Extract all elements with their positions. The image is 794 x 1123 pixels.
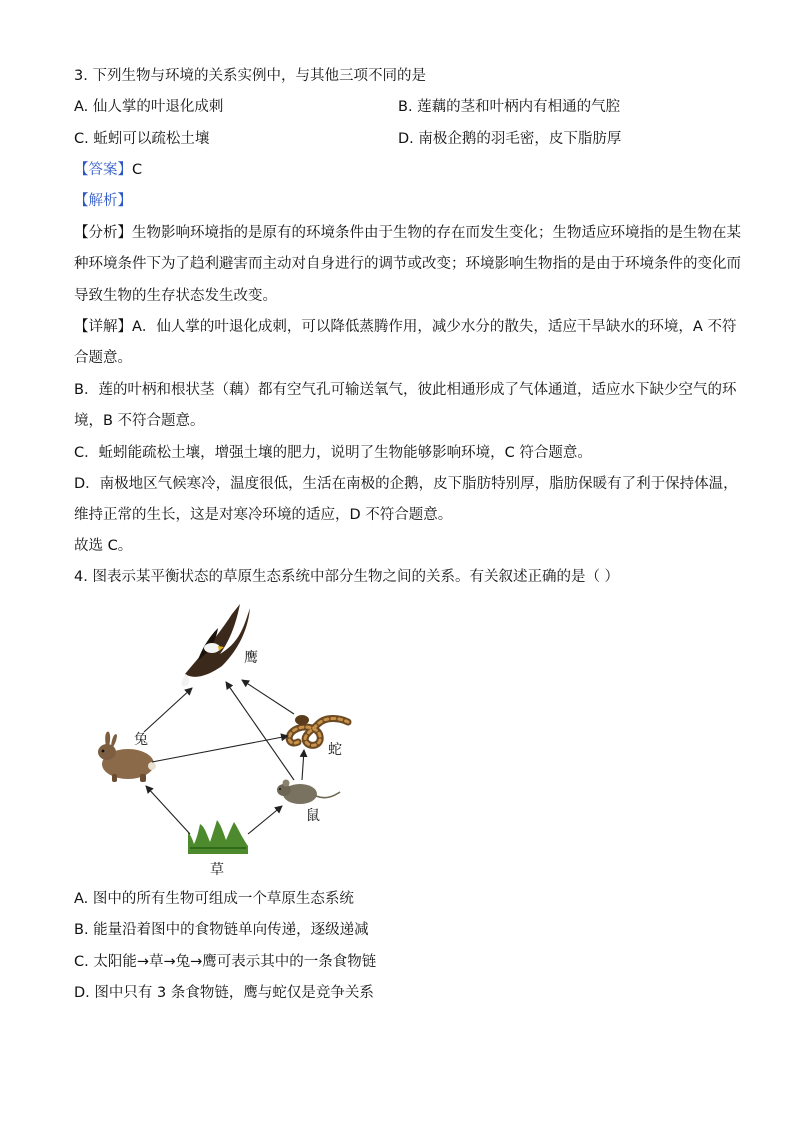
label-grass: 草 [210,862,224,878]
label-mouse: 鼠 [306,808,320,824]
label-snake: 蛇 [328,742,342,758]
q3-detail-line-4: 境，B 不符合题意。 [74,413,205,429]
q3-detail-line-3: B．莲的叶柄和根状茎（藕）都有空气孔可输送氧气，彼此相通形成了气体通道，适应水下缺少空气的环 [74,382,737,398]
arrow-rabbit-snake [152,736,288,762]
label-rabbit: 兔 [134,732,148,748]
label-eagle: 鹰 [244,650,258,666]
arrow-mouse-eagle [226,682,294,780]
analysis-tag: 【解析】 [74,193,132,209]
grass-illustration [188,820,248,854]
food-web-diagram [90,596,370,878]
q3-option-b: B. 莲藕的茎和叶柄内有相通的气腔 [398,99,621,115]
q3-detail-line-5: C．蚯蚓能疏松土壤，增强土壤的肥力，说明了生物能够影响环境，C 符合题意。 [74,445,592,461]
q4-option-d: D. 图中只有 3 条食物链，鹰与蛇仅是竞争关系 [74,985,374,1001]
fenxi-text: 生物影响环境指的是原有的环境条件由于生物的存在而发生变化；生物适应环境指的是生物在某 [132,225,741,241]
arrow-grass-rabbit [146,786,190,834]
eagle-illustration [182,604,251,686]
fenxi-tag: 【分析】 [74,225,132,241]
mouse-illustration [277,780,340,805]
answer-value: C [132,162,143,178]
q4-stem: 4. 图表示某平衡状态的草原生态系统中部分生物之间的关系。有关叙述正确的是（ ） [74,569,620,585]
q3-option-c: C. 蚯蚓可以疏松土壤 [74,131,210,147]
q3-fenxi-line-1 [74,223,741,243]
q4-option-c: C. 太阳能→草→兔→鹰可表示其中的一条食物链 [74,954,377,970]
q3-detail-line-2: 合题意。 [74,350,132,366]
q3-detail-line-6: D．南极地区气候寒冷，温度很低，生活在南极的企鹅，皮下脂肪特别厚，脂肪保暖有了利于保持体温， [74,476,738,492]
q3-detail-line-7: 维持正常的生长，这是对寒冷环境的适应，D 不符合题意。 [74,507,453,523]
arrow-mouse-snake [302,750,304,780]
q3-option-d: D. 南极企鹅的羽毛密，皮下脂肪厚 [398,131,622,147]
arrow-snake-eagle [242,680,294,714]
q3-conclusion: 故选 C。 [74,538,133,554]
arrow-grass-mouse [248,806,282,834]
xiangjie-tag: 【详解】 [74,319,132,335]
arrow-rabbit-eagle [144,688,192,732]
q3-answer [74,160,142,180]
q3-fenxi-line-2: 种环境条件下为了趋利避害而主动对自身进行的调节或改变；环境影响生物指的是由于环境条件的变化而 [74,256,741,272]
q4-option-b: B. 能量沿着图中的食物链单向传递，逐级递减 [74,922,369,938]
q3-detail-line-1 [74,317,736,337]
q4-option-a: A. 图中的所有生物可组成一个草原生态系统 [74,891,354,907]
snake-illustration [289,715,348,745]
q3-option-a: A. 仙人掌的叶退化成刺 [74,99,224,115]
answer-tag: 【答案】 [74,162,132,178]
q3-stem: 3. 下列生物与环境的关系实例中，与其他三项不同的是 [74,68,426,84]
detail-text: A．仙人掌的叶退化成刺，可以降低蒸腾作用，减少水分的散失，适应干旱缺水的环境，A 不符 [132,319,737,335]
q3-analysis-heading [74,191,132,211]
q3-fenxi-line-3: 导致生物的生存状态发生改变。 [74,288,277,304]
